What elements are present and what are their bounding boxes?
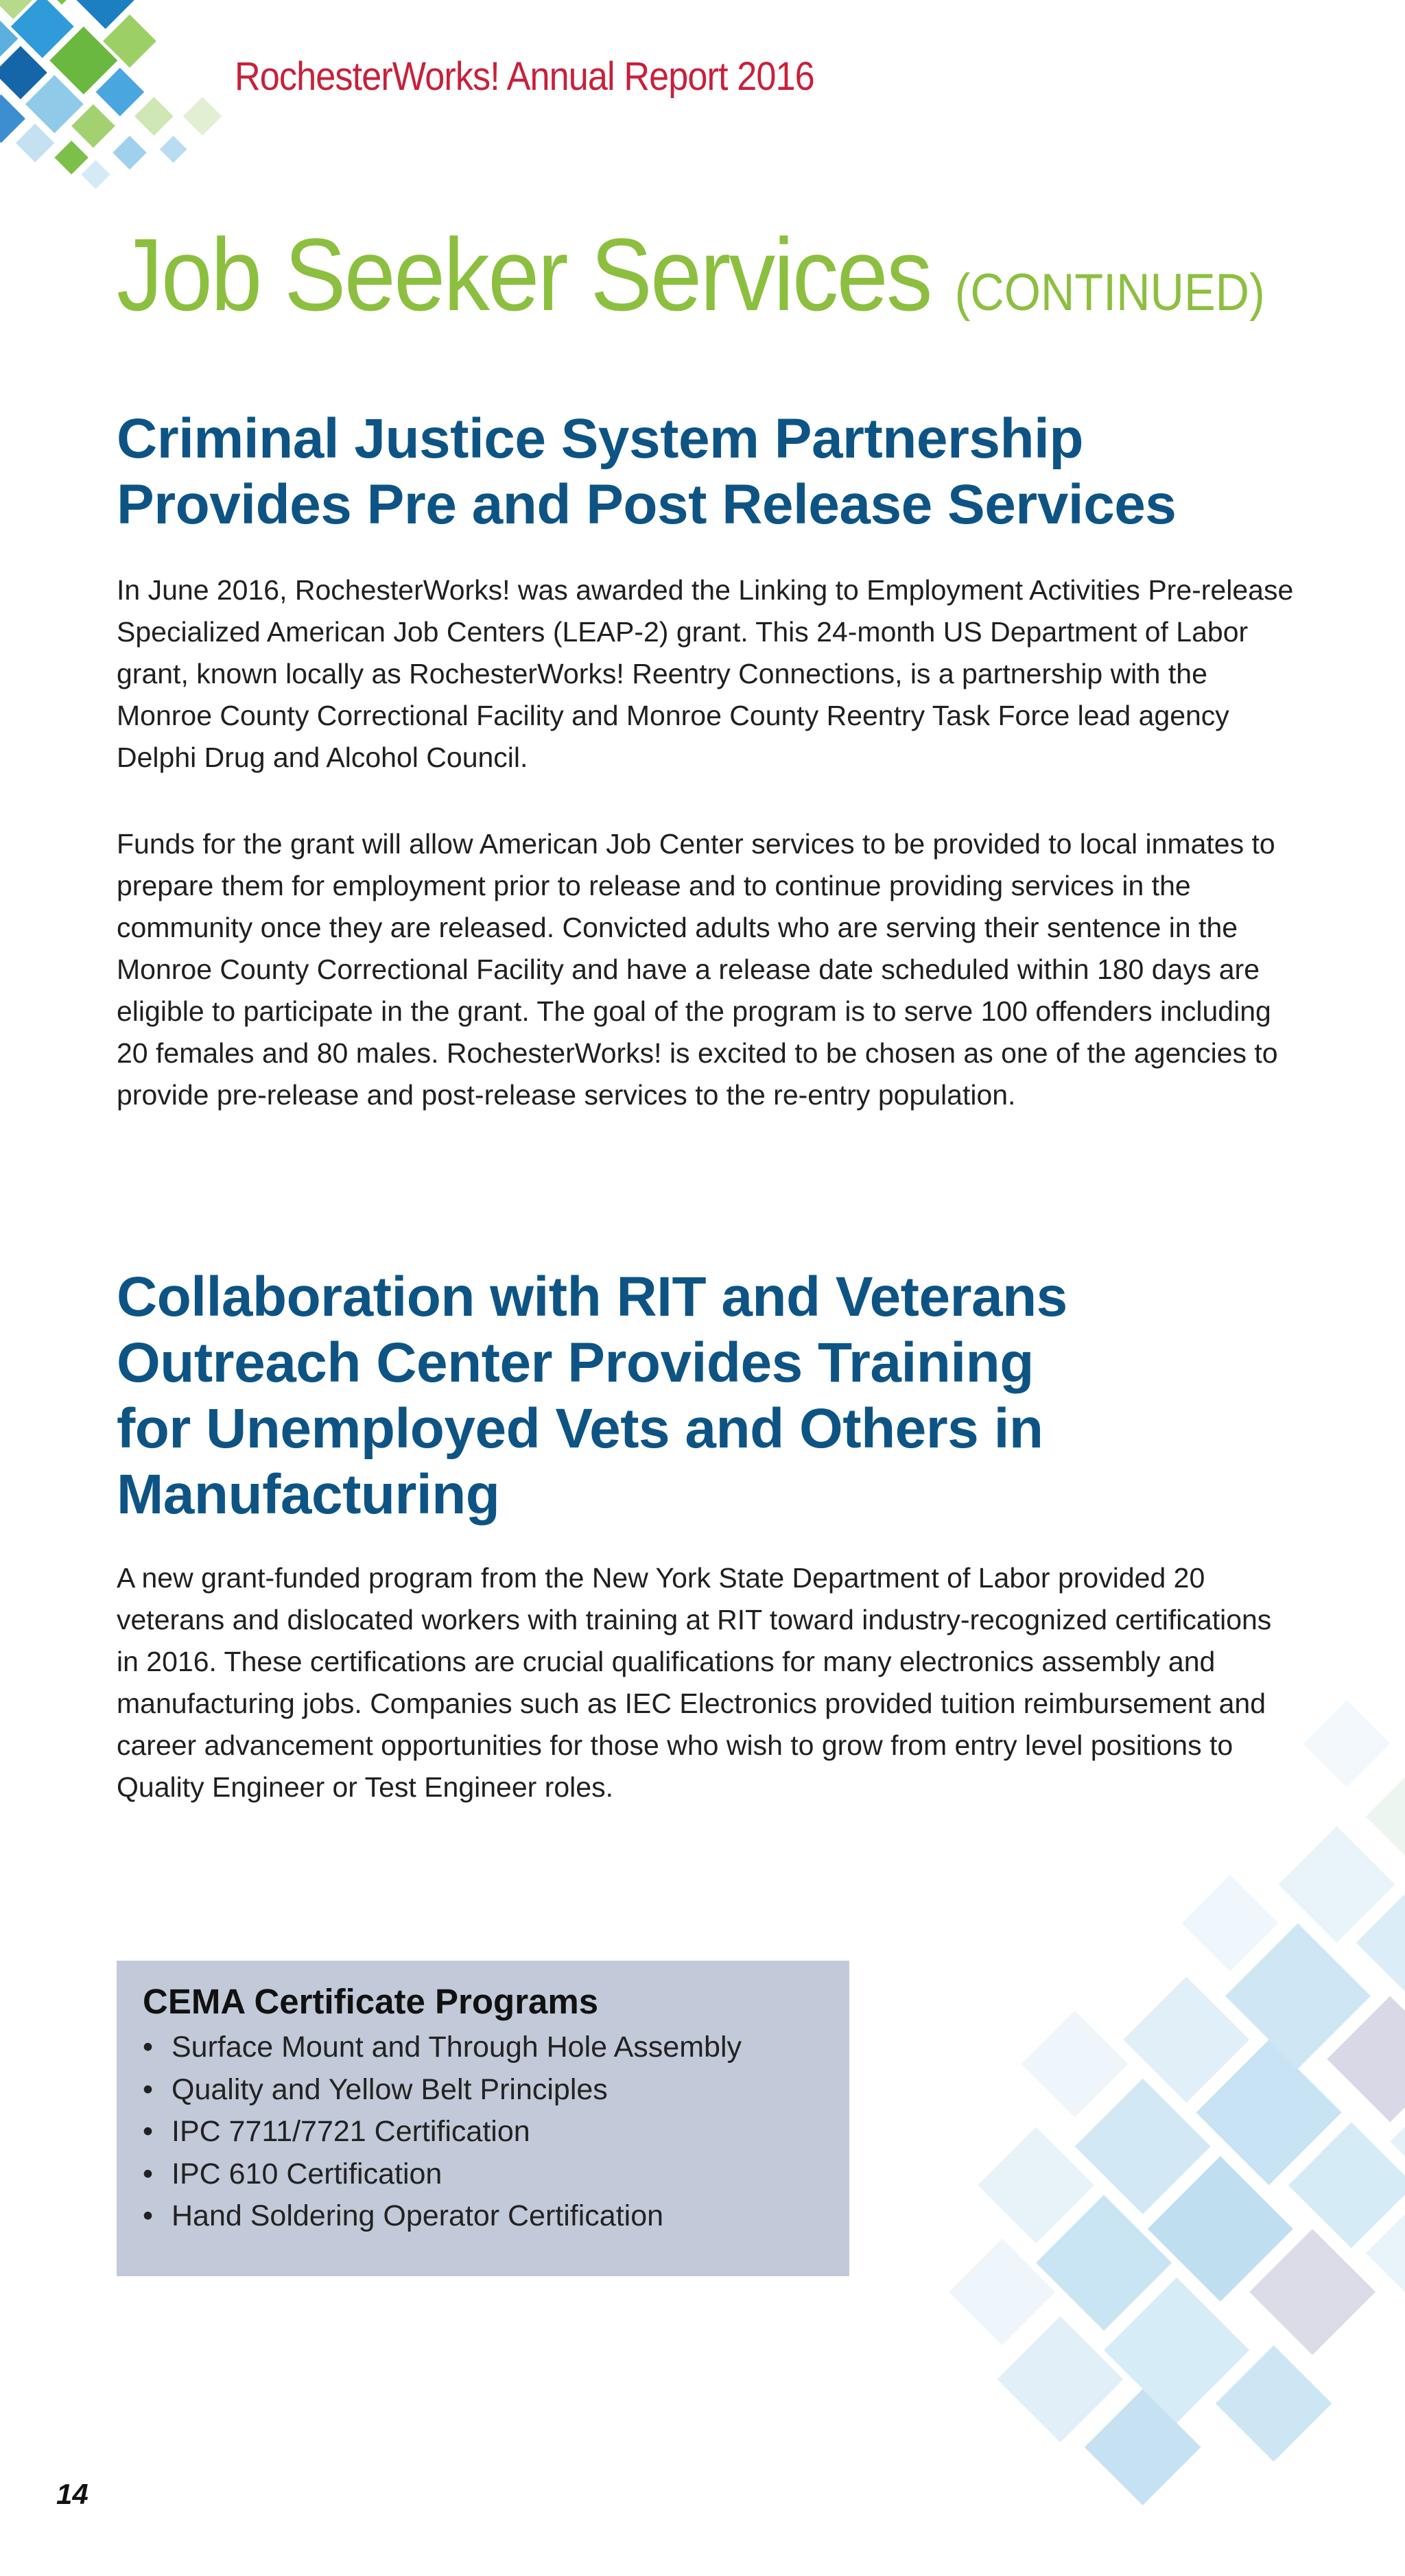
article1-heading — [117, 406, 1176, 538]
list-item — [143, 2195, 742, 2238]
article2-heading — [117, 1264, 1067, 1528]
article2-heading-line: Outreach Center Provides Training — [117, 1332, 1034, 1394]
list-item-text: IPC 7711/7721 Certification — [172, 2115, 530, 2148]
cema-box-title: CEMA Certificate Programs — [143, 1982, 599, 2021]
article1-heading-line: Provides Pre and Post Release Services — [117, 473, 1177, 536]
bullet-icon: • — [143, 2072, 154, 2106]
bullet-icon: • — [143, 2157, 154, 2190]
article2-paragraph: A new grant-funded program from the New York State Department of Labor provided 20 veterans and dislocated workers with training at RIT toward industry-recognized certifications in 2016. These certifications are crucial qualifications for many electronics assembly and manufacturing jobs. Companies such as IEC Electronics provided tuition reimbursement and career advancement opportunities for those who wish to grow from entry level positions to Quality Engineer or Test Engineer roles. — [117, 1562, 1272, 1803]
page-title-main: Job Seeker Services — [117, 217, 931, 332]
list-item-text: Quality and Yellow Belt Principles — [172, 2072, 608, 2106]
list-item — [143, 2069, 742, 2112]
list-item — [143, 2153, 742, 2196]
article1-paragraph-2: Funds for the grant will allow American Job Center services to be provided to local inmates to prepare them for employment prior to release and to continue providing services in the community once they are released. Convicted adults who are serving their sentence in the Monroe County Correctional Facility and have a release date scheduled within 180 days are eligible to participate in the grant. The goal of the program is to serve 100 offenders including 20 females and 80 males. RochesterWorks! is excited to be chosen as one of the agencies to provide pre-release and post-release services to the re-entry population. — [117, 828, 1278, 1111]
list-item-text: Surface Mount and Through Hole Assembly — [172, 2031, 742, 2064]
article2-heading-line: for Unemployed Vets and Others in — [117, 1397, 1043, 1460]
article2-heading-line: Collaboration with RIT and Veterans — [117, 1266, 1067, 1328]
article2-heading-line: Manufacturing — [117, 1463, 500, 1526]
list-item — [143, 2026, 742, 2069]
article1-paragraph-1: In June 2016, RochesterWorks! was awarded the Linking to Employment Activities Pre-release Specialized American Job Centers (LEAP-2) grant. This 24-month US Department of Labor grant, known locally as RochesterWorks! Reentry Connections, is a partnership with the Monroe County Correctional Facility and Monroe County Reentry Task Force lead agency Delphi Drug and Alcohol Council. — [117, 574, 1294, 773]
list-item-text: IPC 610 Certification — [172, 2157, 442, 2190]
list-item — [143, 2111, 742, 2153]
list-item-text: Hand Soldering Operator Certification — [172, 2199, 664, 2232]
page-title-suffix: (CONTINUED) — [954, 263, 1265, 322]
bullet-icon: • — [143, 2115, 154, 2148]
bullet-icon: • — [143, 2199, 154, 2232]
article1-heading-line: Criminal Justice System Partnership — [117, 407, 1083, 470]
report-header-title: RochesterWorks! Annual Report 2016 — [235, 54, 814, 99]
page-number: 14 — [56, 2478, 88, 2510]
bullet-icon: • — [143, 2031, 154, 2064]
cema-certificate-box — [117, 1961, 849, 2276]
page-title — [117, 217, 1265, 332]
cema-certificate-list — [143, 2026, 742, 2238]
